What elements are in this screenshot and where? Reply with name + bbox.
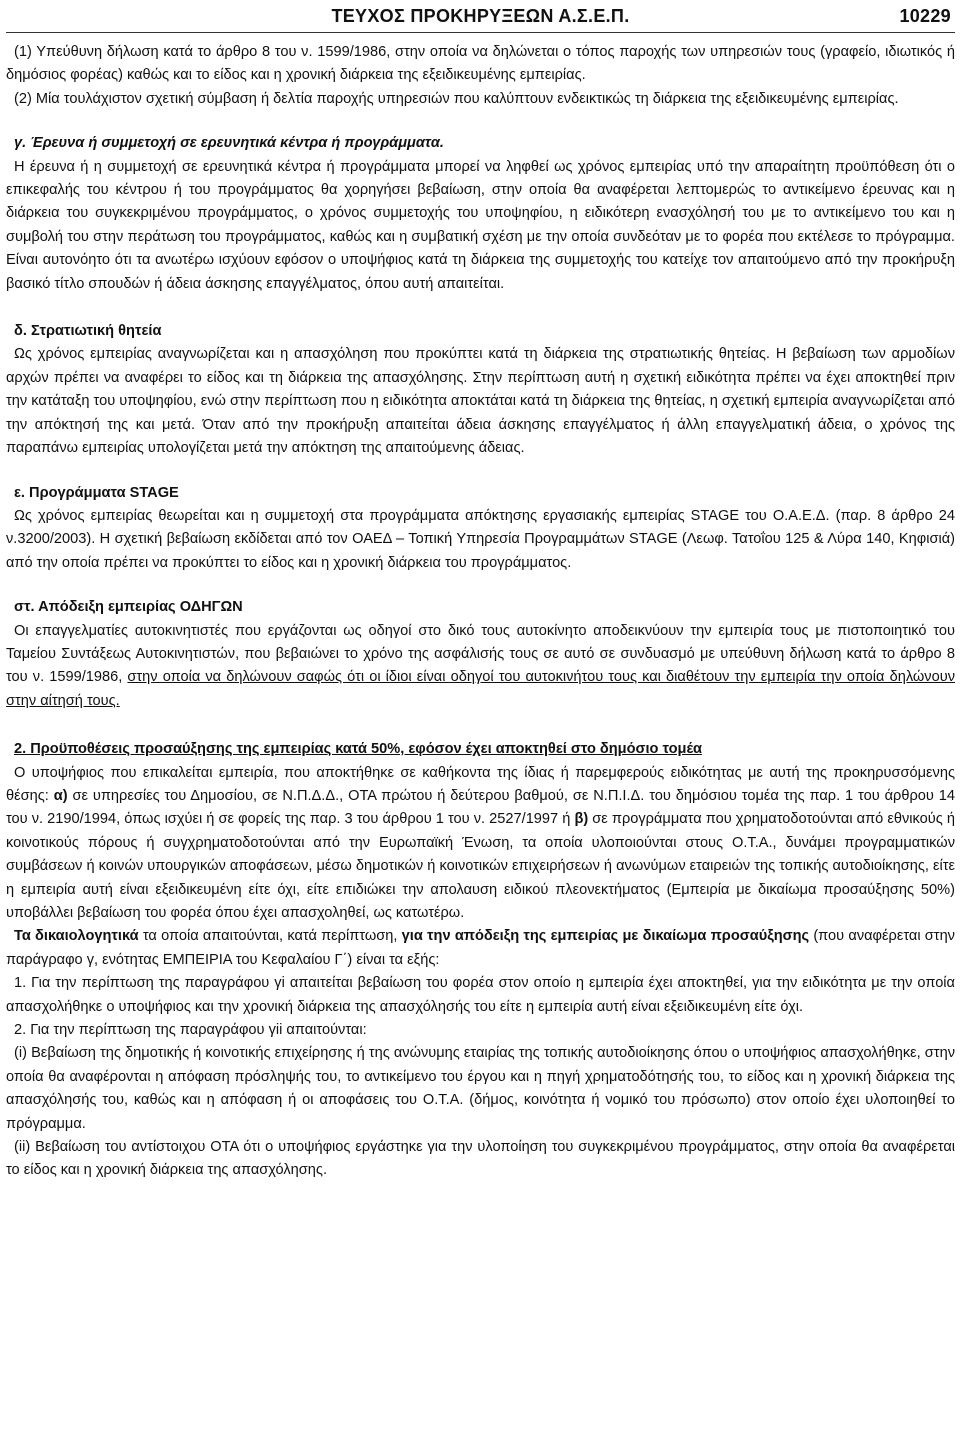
page-number: 10229: [899, 6, 951, 26]
section-2-item-2-i: (i) Βεβαίωση της δημοτικής ή κοινοτικής επιχείρησης ή της ανώνυμης εταιρίας της τοπικής αυτοδιοίκησης όπου ο υποψήφιος απασχολήθηκε, στην οποία θα αναφέρονται η απόφαση πρόσληψής του, το αντικείμενο του έργου και η πηγή χρηματοδότησής του, το είδος και η χρονική διάρκεια της απασχόλησής του, καθώς και η απόφαση ή οι αποφάσεις του Ο.Τ.Α. (δήμος, κοινότητα ή νομικό του πρόσωπο) στον οποίο έχει υλοποιηθεί το πρόγραμμα.: [6, 1045, 955, 1132]
footnote-1: (1) Υπεύθυνη δήλωση κατά το άρθρο 8 του ν. 1599/1986, στην οποία να δηλώνεται ο τόπος παροχής των υπηρεσιών τους (γραφείο, ιδιωτικός ή δημόσιος φορέας) καθώς και το είδος και η χρονική διάρκεια της εξειδικευμένης εμπειρίας.: [6, 44, 955, 84]
section-2-p1-b-label: β): [574, 811, 589, 828]
section-2-paragraph-2: [6, 925, 955, 972]
document-body: [6, 41, 955, 1183]
section-st-text-plain: Οι επαγγελματίες αυτοκινητιστές που εργάζονται ως οδηγοί στο δικό τους αυτοκίνητο αποδεικνύουν την εμπειρία τους με πιστοποιητικό του Ταμείου Συντάξεως Αυτοκινητιστών, που βεβαιώνει το χρόνο της ασφάλισής τους σε αυτό σε συνδυασμό με υπεύθυνη δήλωση κατά το άρθρο 8 του ν. 1599/1986,: [6, 622, 955, 686]
section-2-p2-mid: τα οποία απαιτούνται, κατά περίπτωση,: [138, 928, 402, 945]
section-g-text: Η έρευνα ή η συμμετοχή σε ερευνητικά κέντρα ή προγράμματα μπορεί να ληφθεί ως χρόνος εμπειρίας υπό την απαραίτητη προϋπόθεση ότι ο επικεφαλής του κέντρου ή του προγράμματος θα χορηγήσει βεβαίωση, στην οποία θα αναφέρεται λεπτομερώς το αντικείμενο έρευνας και η διάρκεια του συγκεκριμένου προγράμματος, ο χρόνος συμμετοχής του υποψηφίου, η ειδικότερη ενασχόλησή του με το αντικείμενο του και η συμβολή του στην περάτωση του προγράμματος, καθώς και η συμβατική σχέση με την οποία συνδεόταν με το φορέα που εκτέλεσε το πρόγραμμα. Είναι αυτονόητο ότι τα ανωτέρω ισχύουν εφόσον ο υποψήφιος κατά τη διάρκεια της συμμετοχής του κατείχε τον απαιτούμενο από την προκήρυξη βασικό τίτλο σπουδών ή άδεια άσκησης επαγγέλματος, όπου αυτή απαιτείται.: [6, 158, 955, 292]
section-2-p1-c: σε προγράμματα που χρηματοδοτούνται από εθνικούς ή κοινοτικούς πόρους ή συγχρηματοδοτούνται από την Ευρωπαϊκή Ένωση, τα οποία υλοποιούνται στους Ο.Τ.Α., δυνάμει προγραμματικών συμβάσεων ή κοινών υπουργικών αποφάσεων, μέσω δημοτικών ή κοινοτικών επιχειρήσεων ή ανωνύμων εταιρειών της τοπικής αυτοδιοίκησης, είτε η εμπειρία αυτή είναι εξειδικευμένη είτε όχι, είτε επιδιώκει την απολαυση ειδικού πλεονεκτήματος (Εμπειρία με δικαίωμα προσαύξησης 50%) υποβάλλει βεβαίωση του φορέα όπου έχει απασχοληθεί, ως κατωτέρω.: [6, 811, 955, 921]
publication-title: ΤΕΥΧΟΣ ΠΡΟΚΗΡΥΞΕΩΝ Α.Σ.Ε.Π.: [331, 6, 630, 26]
spacer: [6, 111, 955, 132]
section-2-p2-bold-1: Τα δικαιολογητικά: [14, 928, 139, 945]
spacer: [6, 575, 955, 596]
section-2-item-1: 1. Για την περίπτωση της παραγράφου γi απαιτείται βεβαίωση του φορέα στον οποίο η εμπειρία έχει αποκτηθεί, για την ειδικότητα με την οποία απασχολήθηκε ο υποψήφιος και την χρονική διάρκεια της απασχόλησής του είτε η εμπειρία αυτή είναι εξειδικευμένη είτε όχι.: [6, 975, 955, 1015]
section-2-p2-bold-2: για την απόδειξη της εμπειρίας με δικαίωμα προσαύξησης: [401, 928, 810, 945]
section-2-p1-b: σε υπηρεσίες του Δημοσίου, σε Ν.Π.Δ.Δ., ΟΤΑ πρώτου ή δεύτερου βαθμού, σε Ν.Π.Ι.Δ. του δημόσιου τομέα της παρ. 1 του άρθρου 14 του ν. 2190/1994, όπως ισχύει ή σε φορείς της παρ. 3 του άρθρου 1 του ν. 2527/1997 ή: [6, 787, 955, 828]
section-e-heading: ε. Προγράμματα STAGE: [14, 484, 179, 501]
section-2-paragraph-1: [6, 762, 955, 926]
section-d-text: Ως χρόνος εμπειρίας αναγνωρίζεται και η απασχόληση που προκύπτει κατά τη διάρκεια της στρατιωτικής θητείας. Η βεβαίωση των αρμοδίων αρχών πρέπει να αναφέρει το είδος και τη διάρκεια της απασχόλησης. Στην περίπτωση αυτή η σχετική ειδικότητα πρέπει να έχει αποκτηθεί πριν την κατάταξη του υποψηφίου, ενώ στην περίπτωση που η ειδικότητα αποκτάται κατά τη διάρκεια της θητείας, η σχετική εμπειρία αναγνωρίζεται από την απόκτησή της και μετά. Όταν από την προκήρυξη απαιτείται άδεια άσκησης επαγγέλματος ή άλλη επαγγελματική άδεια, ο χρόνος της παραπάνω εμπειρίας υπολογίζεται μετά την απόκτηση της απαιτούμενης άδειας.: [6, 346, 955, 457]
section-2-item-2-ii: (ii) Βεβαίωση του αντίστοιχου ΟΤΑ ότι ο υποψήφιος εργάστηκε για την υλοποίηση του συγκεκριμένου προγράμματος, στην οποία θα αναφέρεται το είδος και η χρονική διάρκεια της απασχόλησης.: [6, 1139, 955, 1179]
section-2-p2-end: (που αναφέρεται στην παράγραφο γ, ενότητας ΕΜΠΕΙΡΙΑ του Κεφαλαίου Γ΄) είναι τα εξής:: [6, 928, 955, 968]
section-d-heading: δ. Στρατιωτική θητεία: [14, 323, 162, 340]
section-st-heading: στ. Απόδειξη εμπειρίας ΟΔΗΓΩΝ: [14, 599, 243, 616]
section-2-item-2: 2. Για την περίπτωση της παραγράφου γii απαιτούνται:: [14, 1022, 367, 1039]
page-header: [6, 0, 955, 32]
footnote-2: (2) Μία τουλάχιστον σχετική σύμβαση ή δελτία παροχής υπηρεσιών που καλύπτουν ενδεικτικώς τη διάρκεια της εξειδικευμένης εμπειρίας.: [14, 90, 899, 107]
section-st-text: [6, 620, 955, 714]
section-2-p1-a-label: α): [53, 787, 68, 804]
spacer: [6, 296, 955, 317]
spacer: [6, 461, 955, 482]
spacer: [6, 713, 955, 734]
header-rule: [6, 32, 955, 33]
section-g-heading: γ. Έρευνα ή συμμετοχή σε ερευνητικά κέντρα ή προγράμματα.: [14, 135, 444, 152]
section-2-p1-a: Ο υποψήφιος που επικαλείται εμπειρία, που αποκτήθηκε σε καθήκοντα της ίδιας ή παρεμφερούς ειδικότητας με αυτή της προκηρυσσόμενης θέσης:: [6, 764, 955, 804]
section-2-heading: 2. Προϋποθέσεις προσαύξησης της εμπειρίας κατά 50%, εφόσον έχει αποκτηθεί στο δημόσιο τομέα: [14, 741, 703, 758]
section-st-text-underlined: στην οποία να δηλώνουν σαφώς ότι οι ίδιοι είναι οδηγοί του αυτοκινήτου τους και διαθέτουν την εμπειρία την οποία δηλώνουν στην αίτησή τους.: [6, 669, 955, 709]
section-e-text: Ως χρόνος εμπειρίας θεωρείται και η συμμετοχή στα προγράμματα απόκτησης εργασιακής εμπειρίας STAGE του Ο.Α.Ε.Δ. (παρ. 8 άρθρο 24 ν.3200/2003). Η σχετική βεβαίωση εκδίδεται από τον ΟΑΕΔ – Τοπική Υπηρεσία Προγραμμάτων STAGE (Λεωφ. Τατοΐου 125 & Λύρα 140, Κηφισιά) από την οποία πρέπει να προκύπτει το είδος και η χρονική διάρκεια του προγράμματος.: [6, 507, 955, 571]
